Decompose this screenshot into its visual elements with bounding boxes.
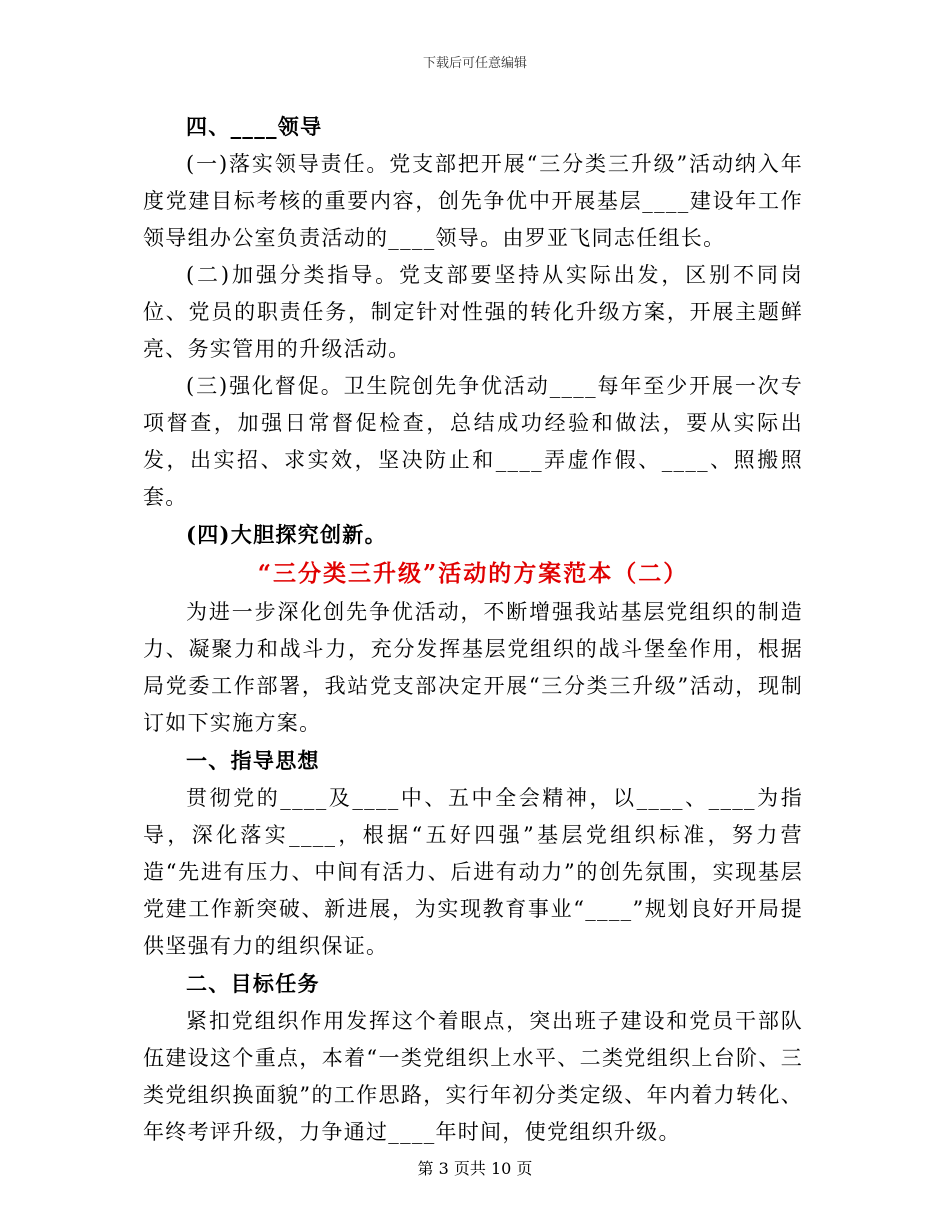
- paragraph: (二)加强分类指导。党支部要坚持从实际出发，区别不同岗位、党员的职责任务，制定针对性强的转化升级方案，开展主题鲜亮、务实管用的升级活动。: [143, 263, 803, 361]
- section-subheading-innovation: (四)大胆探究创新。: [186, 522, 387, 547]
- section-heading-leadership: 四、____领导: [186, 114, 323, 139]
- paragraph: 贯彻党的____及____中、五中全会精神，以____、____为指导，深化落实____，根据“五好四强”基层党组织标准，努力营造“先进有压力、中间有活力、后进有动力”的创先氛围，实现基层党建工作新突破、新进展，为实现教育事业“____”规划良好开局提供坚强有力的组织保证。: [143, 786, 803, 958]
- paragraph: (一)落实领导责任。党支部把开展“三分类三升级”活动纳入年度党建目标考核的重要内容，创先争优中开展基层____建设年工作领导组办公室负责活动的____领导。由罗亚飞同志任组长。: [143, 152, 803, 250]
- document-title: “三分类三升级”活动的方案范本（二）: [257, 560, 689, 587]
- document-body: [143, 108, 803, 1151]
- section-heading-goals: 二、目标任务: [186, 971, 320, 996]
- paragraph: 为进一步深化创先争优活动，不断增强我站基层党组织的制造力、凝聚力和战斗力，充分发挥基层党组织的战斗堡垒作用，根据局党委工作部署，我站党支部决定开展“三分类三升级”活动，现制订如下实施方案。: [143, 600, 803, 735]
- paragraph: (三)强化督促。卫生院创先争优活动____每年至少开展一次专项督查，加强日常督促检查，总结成功经验和做法，要从实际出发，出实招、求实效，坚决防止和____弄虚作假、____、照搬照套。: [143, 374, 803, 509]
- page-header: 下载后可任意编辑: [422, 56, 527, 71]
- paragraph: 紧扣党组织作用发挥这个着眼点，突出班子建设和党员干部队伍建设这个重点，本着“一类党组织上水平、二类党组织上台阶、三类党组织换面貌”的工作思路，实行年初分类定级、年内着力转化、年终考评升级，力争通过____年时间，使党组织升级。: [143, 1009, 803, 1144]
- section-heading-guiding-ideology: 一、指导思想: [186, 748, 320, 773]
- page-footer: 第 3 页共 10 页: [417, 1159, 533, 1178]
